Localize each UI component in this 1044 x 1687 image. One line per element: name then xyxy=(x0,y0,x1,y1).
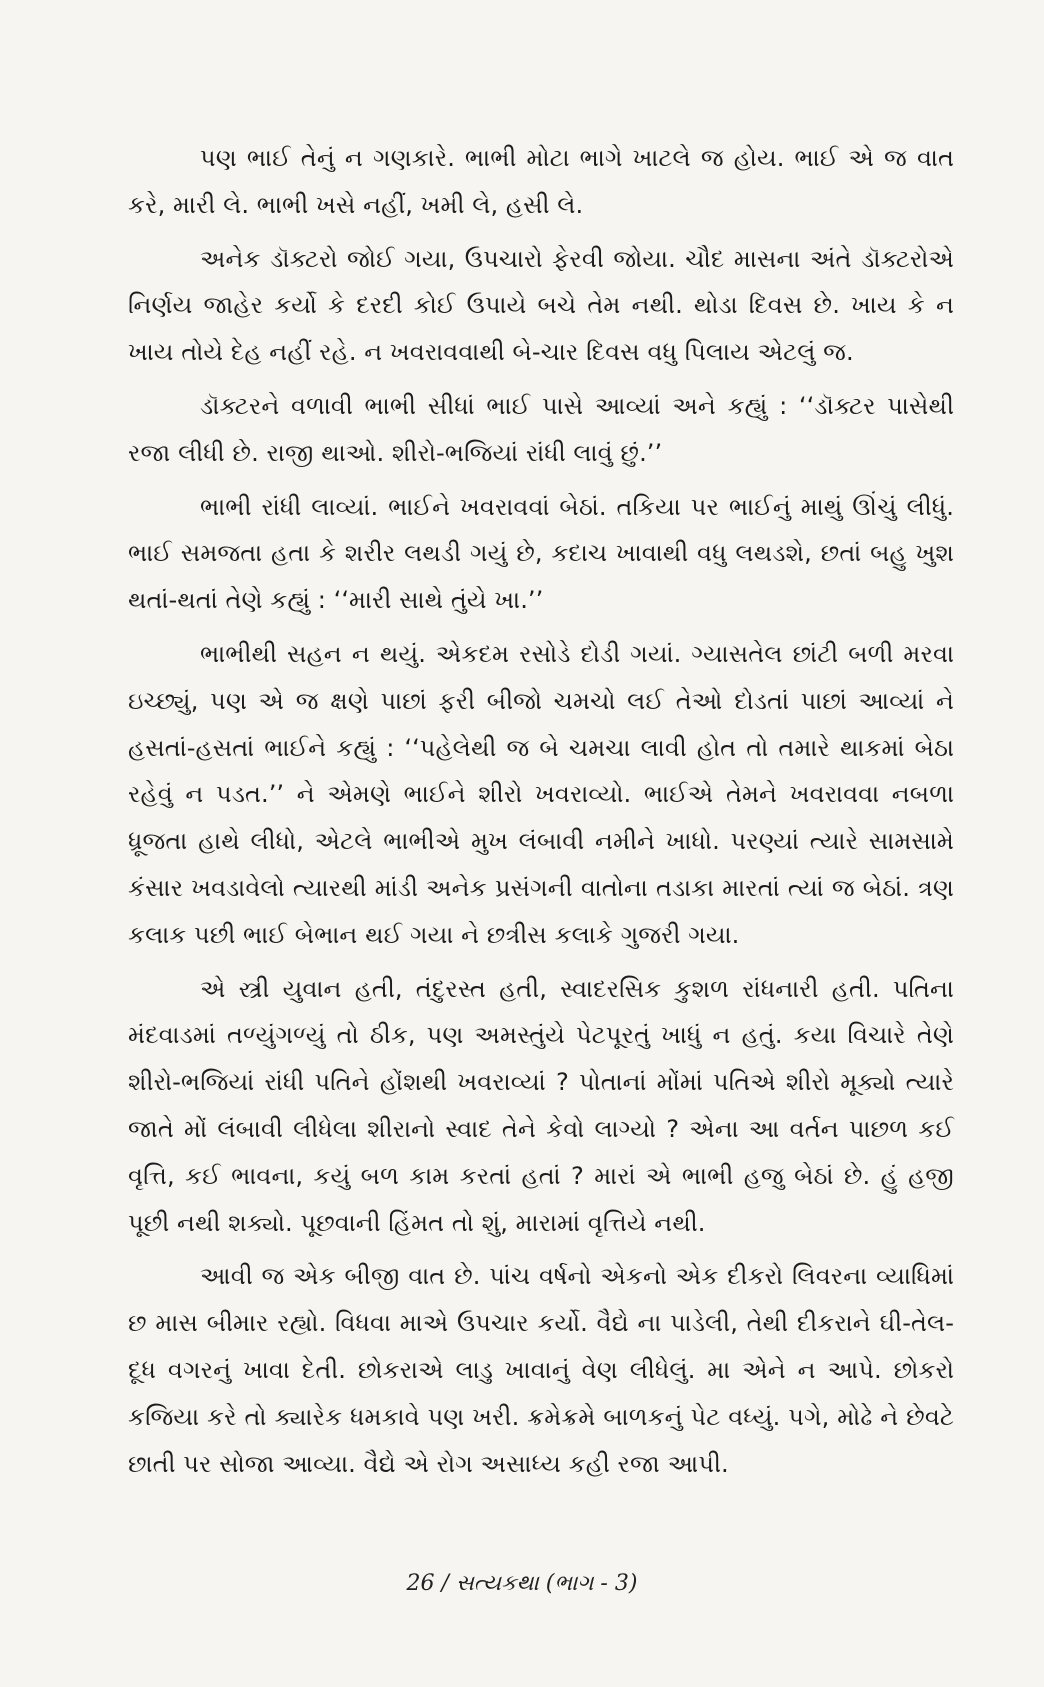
paragraph-4: ભાભી રાંધી લાવ્યાં. ભાઈને ખવરાવવાં બેઠાં. તકિયા પર ભાઈનું માથું ઊંચું લીધું. ભાઈ સમજતા હતા કે શરીર લથડી ગયું છે, કદાચ ખાવાથી વધુ લથડશે, છતાં બહુ ખુશ થતાં-થતાં તેણે કહ્યું : ‘‘મારી સાથે તુંયે ખા.’’ xyxy=(128,492,954,615)
book-title: સત્યકથા (ભાગ - 3) xyxy=(455,1571,638,1596)
paragraph-7: આવી જ એક બીજી વાત છે. પાંચ વર્ષનો એકનો એક દીકરો લિવરના વ્યાધિમાં છ માસ બીમાર રહ્યો. વિધવા માએ ઉપચાર કર્યો. વૈદ્યે ના પાડેલી, તેથી દીકરાને ઘી-તેલ-દૂધ વગરનું ખાવા દેતી. છોકરાએ લાડુ ખાવાનું વેણ લીધેલું. મા એને ન આપે. છોકરો કજિયા કરે તો ક્યારેક ધમકાવે પણ ખરી. ક્રમેક્રમે બાળકનું પેટ વધ્યું. પગે, મોઢે ને છેવટે છાતી પર સોજા આવ્યા. વૈદ્યે એ રોગ અસાધ્ય કહી રજા આપી. xyxy=(128,1262,954,1478)
footer-separator: / xyxy=(441,1571,449,1596)
body-text xyxy=(128,135,954,1494)
paragraph-3: ડૉક્ટરને વળાવી ભાભી સીધાં ભાઈ પાસે આવ્યાં અને કહ્યું : ‘‘ડૉક્ટર પાસેથી રજા લીધી છે. રાજી થાઓ. શીરો-ભજિયાં રાંધી લાવું છું.’’ xyxy=(128,391,954,467)
paragraph-1: પણ ભાઈ તેનું ન ગણકારે. ભાભી મોટા ભાગે ખાટલે જ હોય. ભાઈ એ જ વાત કરે, મારી લે. ભાભી ખસે નહીં, ખમી લે, હસી લે. xyxy=(128,144,954,219)
paragraph-5: ભાભીથી સહન ન થયું. એકદમ રસોડે દોડી ગયાં. ગ્યાસતેલ છાંટી બળી મરવા ઇચ્છ્યું, પણ એ જ ક્ષણે પાછાં ફરી બીજો ચમચો લઈ તેઓ દોડતાં પાછાં આવ્યાં ને હસતાં-હસતાં ભાઈને કહ્યું : ‘‘પહેલેથી જ બે ચમચા લાવી હોત તો તમારે થાકમાં બેઠા રહેવું ન પડત.’’ ને એમણે ભાઈને શીરો ખવરાવ્યો. ભાઈએ તેમને ખવરાવવા નબળા ધ્રૂજતા હાથે લીધો, એટલે ભાભીએ મુખ લંબાવી નમીને ખાધો. પરણ્યાં ત્યારે સામસામે કંસાર ખવડાવેલો ત્યારથી માંડી અનેક પ્રસંગની વાતોના તડાકા મારતાં ત્યાં જ બેઠાં. ત્રણ કલાક પછી ભાઈ બેભાન થઈ ગયા ને છત્રીસ કલાકે ગુજરી ગયા. xyxy=(128,639,954,949)
page-number: 26 xyxy=(406,1571,435,1596)
page-footer xyxy=(0,1571,1044,1596)
paragraph-2: અનેક ડૉક્ટરો જોઈ ગયા, ઉપચારો ફેરવી જોયા. ચૌદ માસના અંતે ડૉક્ટરોએ નિર્ણય જાહેર કર્યો કે દરદી કોઈ ઉપાયે બચે તેમ નથી. થોડા દિવસ છે. ખાય કે ન ખાય તોયે દેહ નહીં રહે. ન ખવરાવવાથી બે-ચાર દિવસ વધુ પિલાય એટલું જ. xyxy=(128,244,954,367)
paragraph-6: એ સ્ત્રી યુવાન હતી, તંદુરસ્ત હતી, સ્વાદરસિક કુશળ રાંધનારી હતી. પતિના મંદવાડમાં તળ્યુંગળ્યું તો ઠીક, પણ અમસ્તુંયે પેટપૂરતું ખાધું ન હતું. કયા વિચારે તેણે શીરો-ભજિયાં રાંધી પતિને હોંશથી ખવરાવ્યાં ? પોતાનાં મોંમાં પતિએ શીરો મૂક્યો ત્યારે જાતે મોં લંબાવી લીધેલા શીરાનો સ્વાદ તેને કેવો લાગ્યો ? એના આ વર્તન પાછળ કઈ વૃત્તિ, કઈ ભાવના, કયું બળ કામ કરતાં હતાં ? મારાં એ ભાભી હજુ બેઠાં છે. હું હજી પૂછી નથી શક્યો. પૂછવાની હિંમત તો શું, મારામાં વૃત્તિયે નથી. xyxy=(128,974,954,1237)
